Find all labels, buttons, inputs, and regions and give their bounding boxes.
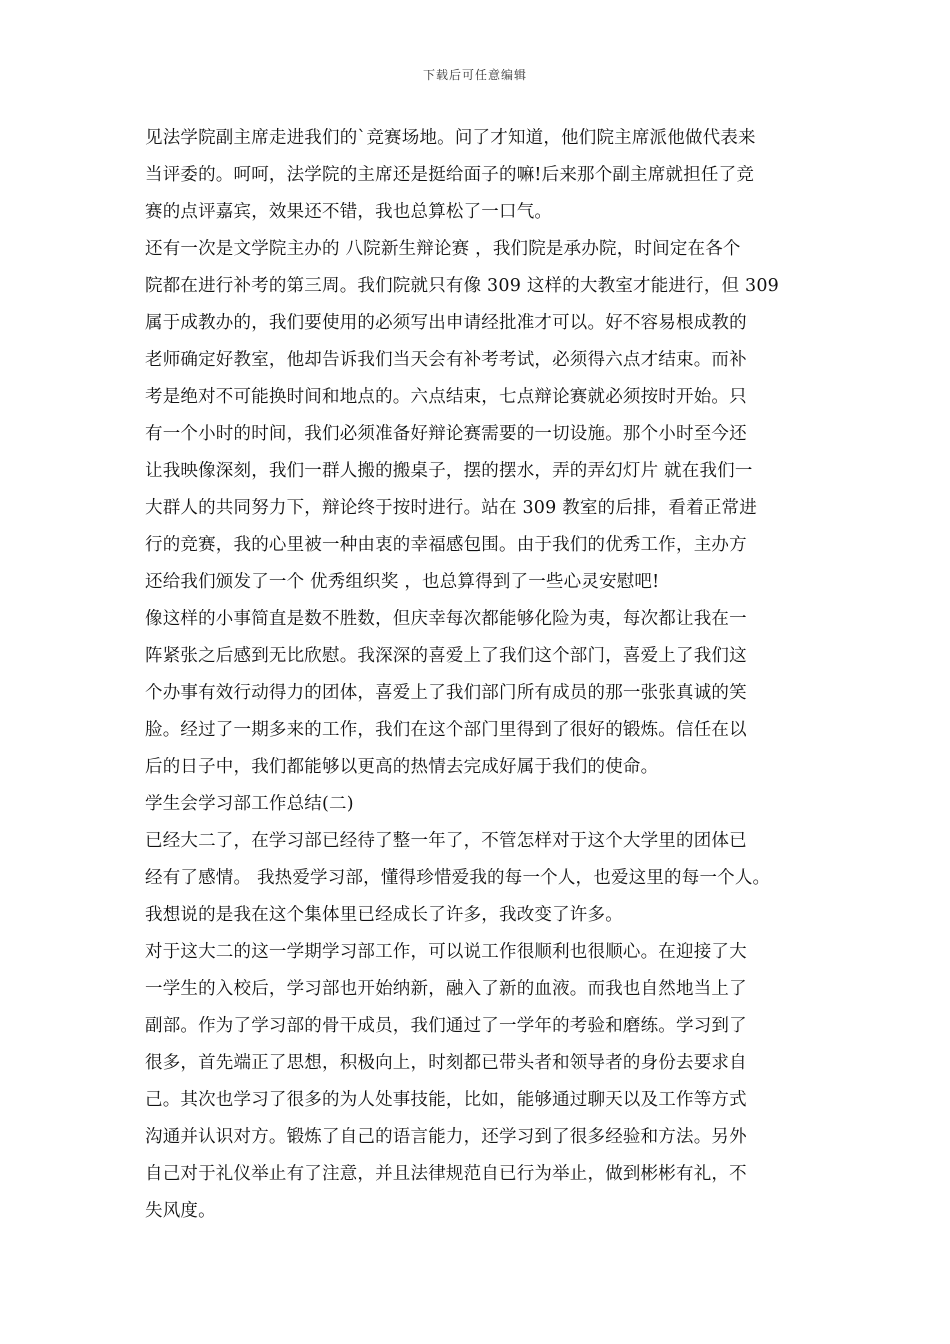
text-line: 当评委的。呵呵，法学院的主席还是挺给面子的嘛!后来那个副主席就担任了竞 — [145, 165, 755, 185]
text-line: 大群人的共同努力下，辩论终于按时进行。站在 309 教室的后排，看着正常进 — [145, 498, 757, 518]
text-line: 经有了感情。 我热爱学习部，懂得珍惜爱我的每一个人，也爱这里的每一个人。 — [145, 868, 771, 888]
text-line: 老师确定好教室，他却告诉我们当天会有补考考试，必须得六点才结束。而补 — [145, 350, 747, 370]
text-line: 一学生的入校后，学习部也开始纳新，融入了新的血液。而我也自然地当上了 — [145, 979, 747, 999]
text-line: 让我映像深刻，我们一群人搬的搬桌子，摆的摆水，弄的弄幻灯片 就在我们一 — [145, 461, 753, 481]
document-body — [145, 120, 825, 1230]
text-line: 对于这大二的这一学期学习部工作，可以说工作很顺利也很顺心。在迎接了大 — [145, 942, 747, 962]
text-line: 见法学院副主席走进我们的`竞赛场地。问了才知道，他们院主席派他做代表来 — [145, 128, 756, 148]
text-line: 沟通并认识对方。锻炼了自己的语言能力，还学习到了很多经验和方法。另外 — [145, 1127, 747, 1147]
text-line: 属于成教办的，我们要使用的必须写出申请经批准才可以。好不容易根成教的 — [145, 313, 747, 333]
text-line: 有一个小时的时间，我们必须准备好辩论赛需要的一切设施。那个小时至今还 — [145, 424, 747, 444]
section-heading: 学生会学习部工作总结(二) — [145, 794, 354, 814]
text-line: 还给我们颁发了一个 优秀组织奖 ，也总算得到了一些心灵安慰吧! — [145, 572, 660, 592]
text-line: 脸。经过了一期多来的工作，我们在这个部门里得到了很好的锻炼。信任在以 — [145, 720, 747, 740]
text-line: 赛的点评嘉宾，效果还不错，我也总算松了一口气。 — [145, 202, 553, 222]
page-header: 下载后可任意编辑 — [422, 68, 527, 82]
text-line: 院都在进行补考的第三周。我们院就只有像 309 这样的大教室才能进行，但 309 — [145, 276, 779, 296]
text-line: 行的竞赛，我的心里被一种由衷的幸福感包围。由于我们的优秀工作，主办方 — [145, 535, 747, 555]
text-line: 个办事有效行动得力的团体，喜爱上了我们部门所有成员的那一张张真诚的笑 — [145, 683, 747, 703]
text-line: 失风度。 — [145, 1201, 216, 1221]
text-line: 已经大二了，在学习部已经待了整一年了，不管怎样对于这个大学里的团体已 — [145, 831, 747, 851]
text-line: 像这样的小事简直是数不胜数，但庆幸每次都能够化险为夷，每次都让我在一 — [145, 609, 747, 629]
text-line: 副部。作为了学习部的骨干成员，我们通过了一学年的考验和磨练。学习到了 — [145, 1016, 747, 1036]
text-line: 阵紧张之后感到无比欣慰。我深深的喜爱上了我们这个部门，喜爱上了我们这 — [145, 646, 747, 666]
text-line: 考是绝对不可能换时间和地点的。六点结束，七点辩论赛就必须按时开始。只 — [145, 387, 747, 407]
text-line: 很多，首先端正了思想，积极向上，时刻都已带头者和领导者的身份去要求自 — [145, 1053, 747, 1073]
text-line: 我想说的是我在这个集体里已经成长了许多，我改变了许多。 — [145, 905, 623, 925]
text-line: 自己对于礼仪举止有了注意，并且法律规范自已行为举止，做到彬彬有礼，不 — [145, 1164, 747, 1184]
text-line: 还有一次是文学院主办的 八院新生辩论赛 ，我们院是承办院，时间定在各个 — [145, 239, 741, 259]
text-line: 己。其次也学习了很多的为人处事技能，比如，能够通过聊天以及工作等方式 — [145, 1090, 747, 1110]
text-line: 后的日子中，我们都能够以更高的热情去完成好属于我们的使命。 — [145, 757, 659, 777]
